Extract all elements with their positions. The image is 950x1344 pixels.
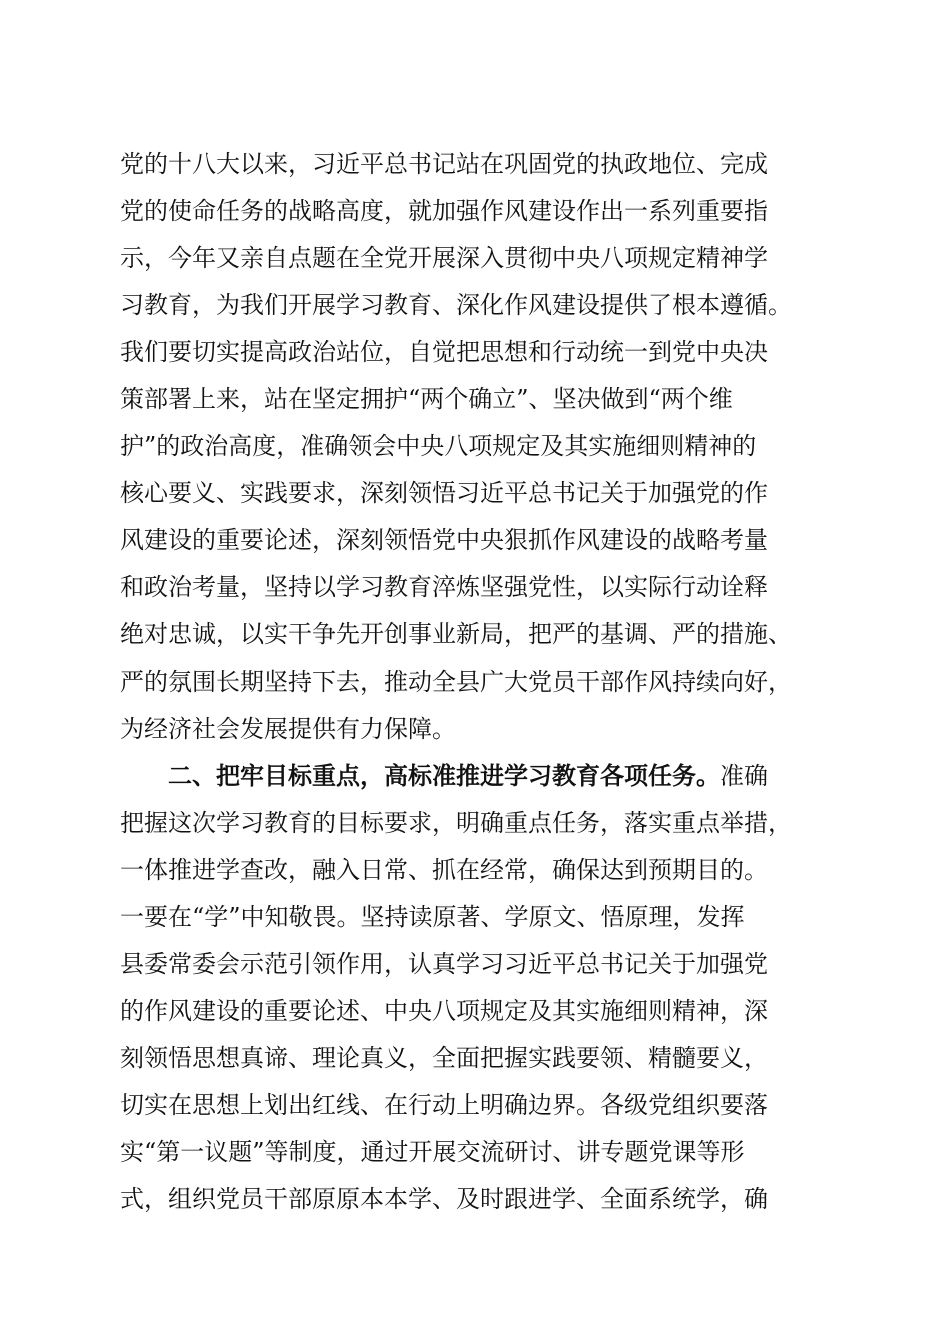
text-line: 切实在思想上划出红线、在行动上明确边界。各级党组织要落 [120, 1090, 768, 1119]
text-line: 一要在“学”中知敬畏。坚持读原著、学原文、悟原理，发挥 [120, 902, 745, 931]
text-line: 风建设的重要论述，深刻领悟党中央狠抓作风建设的战略考量 [120, 526, 768, 555]
text-line: 护”的政治高度，准确领会中央八项规定及其实施细则精神的 [120, 432, 757, 461]
text-line: 策部署上来，站在坚定拥护“两个确立”、坚决做到“两个维 [120, 385, 733, 414]
text-line: 刻领悟思想真谛、理论真义，全面把握实践要领、精髓要义， [120, 1043, 768, 1072]
text-line: 实“第一议题”等制度，通过开展交流研讨、讲专题党课等形 [120, 1137, 745, 1166]
text-line: 县委常委会示范引领作用，认真学习习近平总书记关于加强党 [120, 949, 768, 978]
text-line: 把握这次学习教育的目标要求，明确重点任务，落实重点举措， [120, 808, 792, 837]
section-heading-line [120, 753, 832, 800]
text-line: 为经济社会发展提供有力保障。 [120, 714, 456, 743]
text-line: 绝对忠诚，以实干争先开创事业新局，把严的基调、严的措施、 [120, 620, 792, 649]
text-line: 严的氛围长期坚持下去，推动全县广大党员干部作风持续向好， [120, 667, 792, 696]
text-line: 一体推进学查改，融入日常、抓在经常，确保达到预期目的。 [120, 855, 768, 884]
text-line: 核心要义、实践要求，深刻领悟习近平总书记关于加强党的作 [120, 479, 768, 508]
text-line: 和政治考量，坚持以学习教育淬炼坚强党性，以实际行动诠释 [120, 573, 768, 602]
section-heading: 二、把牢目标重点，高标准推进学习教育各项任务。 [168, 761, 720, 790]
paragraph-2 [120, 753, 832, 1223]
text-line: 习教育，为我们开展学习教育、深化作风建设提供了根本遵循。 [120, 291, 792, 320]
text-line: 示，今年又亲自点题在全党开展深入贯彻中央八项规定精神学 [120, 244, 768, 273]
text-line: 党的使命任务的战略高度，就加强作风建设作出一系列重要指 [120, 197, 768, 226]
text-line: 党的十八大以来，习近平总书记站在巩固党的执政地位、完成 [120, 150, 768, 178]
section-heading-tail: 准确 [720, 761, 768, 790]
text-line: 式，组织党员干部原原本本学、及时跟进学、全面系统学，确 [120, 1185, 768, 1214]
body-text [120, 141, 832, 1223]
paragraph-1 [120, 141, 832, 753]
text-line: 我们要切实提高政治站位，自觉把思想和行动统一到党中央决 [120, 338, 768, 367]
text-line: 的作风建设的重要论述、中央八项规定及其实施细则精神，深 [120, 996, 768, 1025]
